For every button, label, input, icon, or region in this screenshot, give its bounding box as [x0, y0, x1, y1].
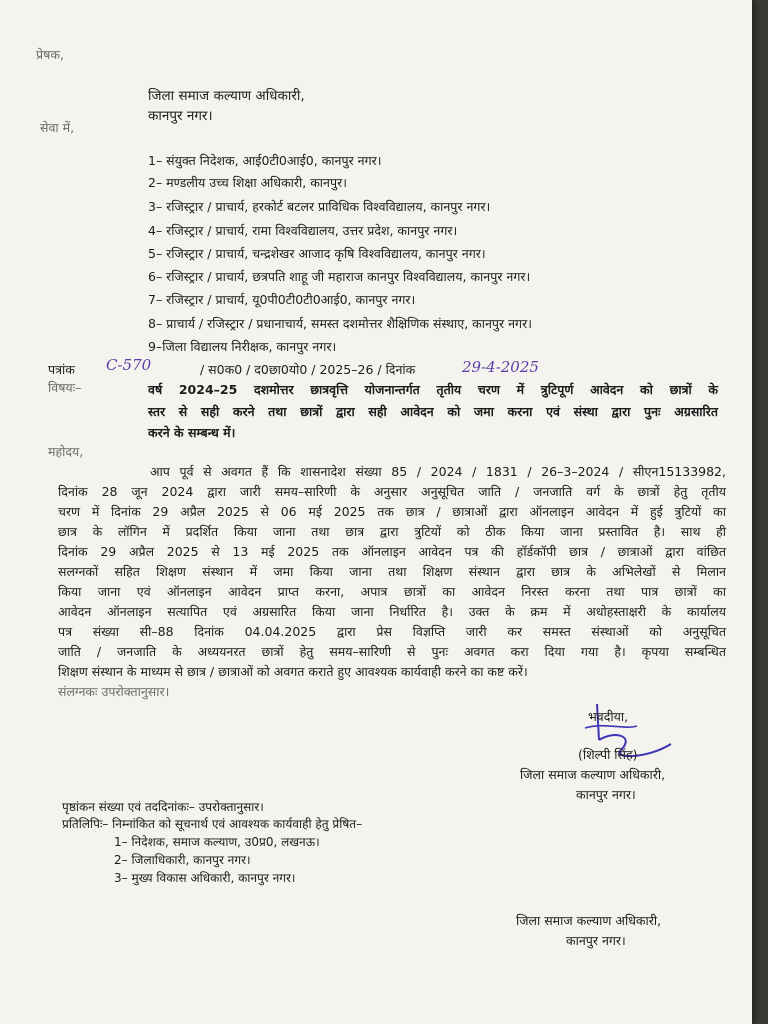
from-label: प्रेषक,	[36, 47, 64, 62]
footer-place: कानपुर नगर।	[566, 933, 626, 948]
reference-text: / स0क0 / द0छा0यो0 / 2025–26 / दिनांक	[200, 362, 416, 377]
signatory-name: (शिल्पी सिंह)	[578, 747, 638, 762]
body-line: छात्र के लॉगिन में प्रदर्शित किया जाना तथा छात्र द्वारा त्रुटियों को ठीक किया जाना प्रस्तावित है। साथ ही	[58, 524, 726, 539]
body-line: दिनांक 29 अप्रैल 2025 से 13 मई 2025 तक ऑनलाइन आवेदन पत्र की हॉर्डकॉपी छात्र / छात्राओं द्वारा वांछित	[58, 544, 726, 559]
enclosure-note: संलग्नकः उपरोक्तानुसार।	[58, 684, 170, 699]
subject-line: करने के सम्बन्ध में।	[148, 425, 236, 440]
copy-recipient: 2– जिलाधिकारी, कानपुर नगर।	[114, 853, 251, 867]
recipient-item: 8– प्राचार्य / रजिस्ट्रार / प्रधानाचार्य, समस्त दशमोत्तर शैक्षिणिक संस्थाए, कानपुर नगर।	[148, 316, 532, 331]
recipient-item: 2– मण्डलीय उच्च शिक्षा अधिकारी, कानपुर।	[148, 175, 347, 190]
sender-designation: जिला समाज कल्याण अधिकारी,	[148, 88, 305, 104]
subject-line: वर्ष 2024–25 दशमोत्तर छात्रवृत्ति योजनान्तर्गत तृतीय चरण में त्रुटिपूर्ण आवेदन को छात्रों के	[148, 382, 718, 397]
handwritten-letter-number: C-570	[106, 356, 152, 374]
signature-closing: भवदीया,	[588, 709, 629, 724]
reference-label: पत्रांक	[48, 362, 75, 377]
handwritten-date: 29-4-2025	[462, 358, 539, 376]
body-line: दिनांक 28 जून 2024 द्वारा जारी समय–सारिणी के अनुसार अनुसूचित जाति / जनजाति वर्ग के छात्रों हेतु तृतीय	[58, 484, 726, 499]
signatory-place: कानपुर नगर।	[576, 787, 636, 802]
body-line: चरण में दिनांक 29 अप्रैल 2025 से 06 मई 2025 तक छात्र / छात्राओं द्वारा ऑनलाइन आवेदन में हुई त्रुटियों का	[58, 504, 726, 519]
copy-recipient: 3– मुख्य विकास अधिकारी, कानपुर नगर।	[114, 871, 296, 885]
salutation: महोदय,	[48, 444, 84, 459]
to-label: सेवा में,	[40, 120, 75, 135]
recipient-item: 5– रजिस्ट्रार / प्राचार्य, चन्द्रशेखर आजाद कृषि विश्वविद्यालय, कानपुर नगर।	[148, 246, 486, 261]
recipient-item: 9–जिला विद्यालय निरीक्षक, कानपुर नगर।	[148, 339, 337, 354]
footer-designation: जिला समाज कल्याण अधिकारी,	[516, 913, 662, 928]
signatory-designation: जिला समाज कल्याण अधिकारी,	[520, 767, 666, 782]
recipient-item: 7– रजिस्ट्रार / प्राचार्य, यू0पी0टी0टी0आई0, कानपुर नगर।	[148, 292, 416, 307]
endorsement-line: पृष्ठांकन संख्या एवं तददिनांकः– उपरोक्तानुसार।	[62, 800, 264, 814]
recipient-item: 4– रजिस्ट्रार / प्राचार्य, रामा विश्वविद्यालय, उत्तर प्रदेश, कानपुर नगर।	[148, 223, 458, 238]
sender-place: कानपुर नगर।	[148, 108, 213, 124]
body-line: सलग्नकों सहित शिक्षण संस्थान में जमा किया जाना तथा शिक्षण संस्थान द्वारा छात्र के अभिलेखों से मिलान	[58, 564, 726, 579]
copy-recipient: 1– निदेशक, समाज कल्याण, उ0प्र0, लखनऊ।	[114, 835, 320, 849]
subject-label: विषयः–	[48, 380, 82, 395]
body-line: जाति / जनजाति के अध्ययनरत छात्रों हेतु समय–सारिणी से पुनः अवगत करा दिया गया है। कृपया सम्बन्धित	[58, 644, 726, 659]
body-line: पत्र संख्या सी–88 दिनांक 04.04.2025 द्वारा प्रेस विज्ञप्ति जारी कर समस्त संस्थाओं को अनुसूचित	[58, 624, 726, 639]
body-line: आप पूर्व से अवगत हैं कि शासनादेश संख्या 85 / 2024 / 1831 / 26–3–2024 / सीएन15133982,	[150, 464, 726, 479]
copy-to-line: प्रतिलिपिः– निम्नांकित को सूचनार्थ एवं आवश्यक कार्यवाही हेतु प्रेषित–	[62, 817, 363, 831]
recipient-item: 1– संयुक्त निदेशक, आई0टी0आई0, कानपुर नगर।	[148, 153, 382, 168]
body-line: आवेदन ऑनलाइन सत्यापित एवं अग्रसारित किया जाना निर्धारित है। उक्त के क्रम में अधोहस्ताक्षरी के कार्यालय	[58, 604, 726, 619]
recipient-item: 3– रजिस्ट्रार / प्राचार्य, हरकोर्ट बटलर प्राविधिक विश्वविद्यालय, कानपुर नगर।	[148, 199, 491, 214]
subject-line: स्तर से सही करने तथा छात्रों द्वारा सही आवेदन को जमा करना एवं संस्था द्वारा पुनः अग्रसारित	[148, 404, 718, 419]
recipient-item: 6– रजिस्ट्रार / प्राचार्य, छत्रपति शाहू जी महाराज कानपुर विश्वविद्यालय, कानपुर नगर।	[148, 269, 531, 284]
body-line: शिक्षण संस्थान के माध्यम से छात्र / छात्राओं को अवगत कराते हुए आवश्यक कार्यवाही करने का कष्ट करें।	[58, 664, 528, 679]
body-line: किया जाना एवं ऑनलाइन आवेदन प्राप्त करना, अपात्र छात्रों का आवेदन निरस्त करना तथा पात्र छात्रों का	[58, 584, 726, 599]
